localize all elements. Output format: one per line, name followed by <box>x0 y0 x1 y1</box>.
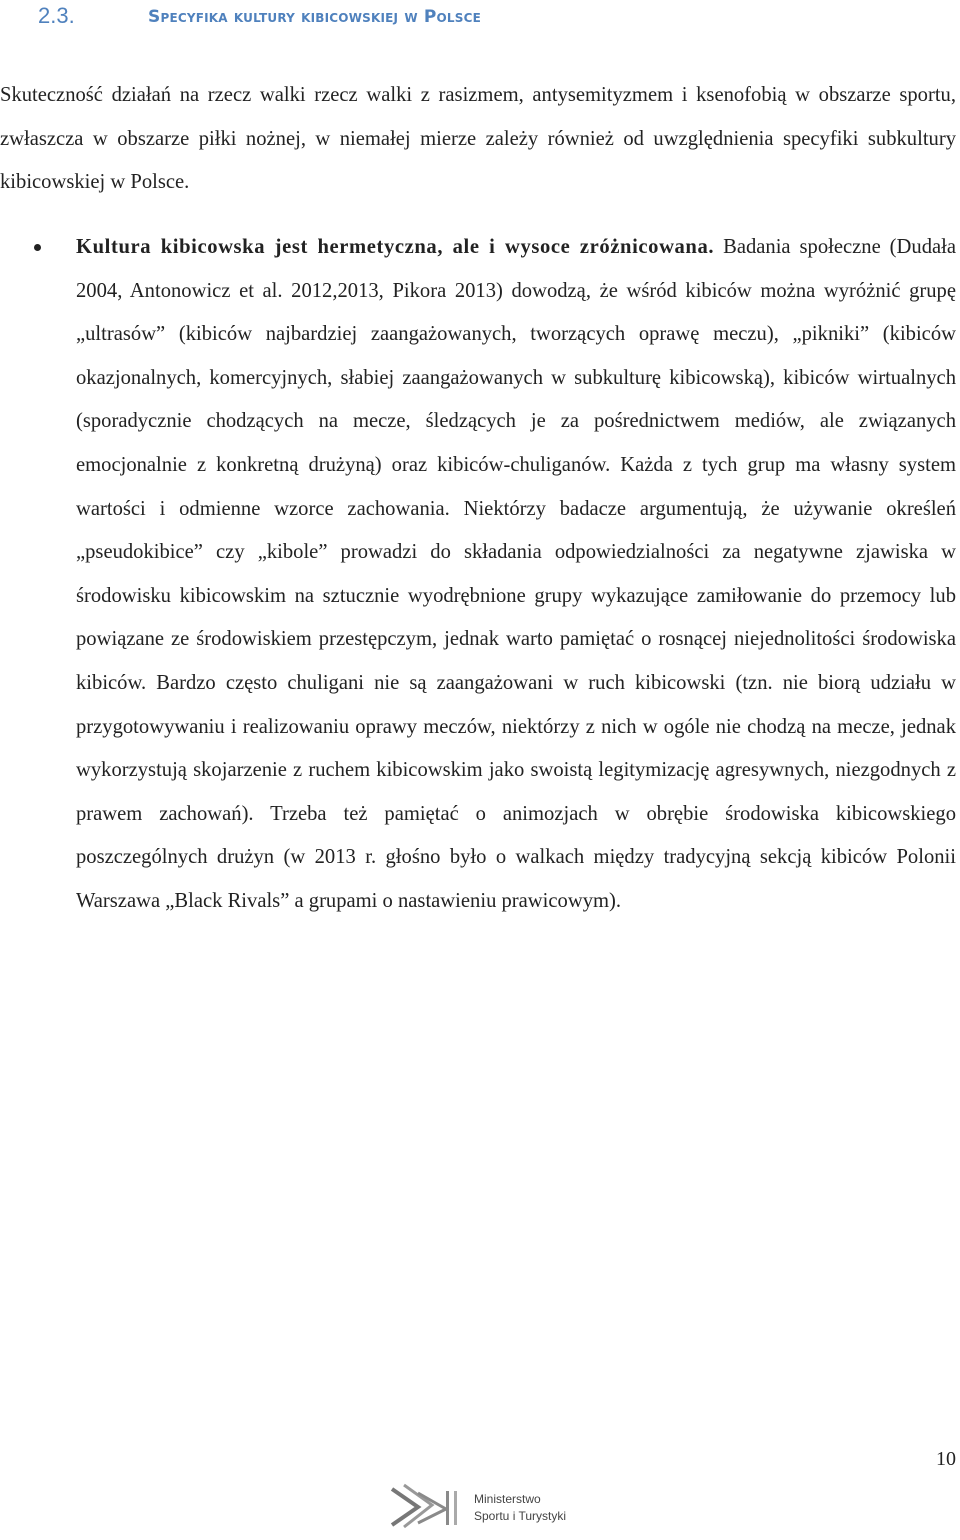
logo-line-2: Sportu i Turystyki <box>474 1509 567 1523</box>
bullet-body-text: Badania społeczne (Dudała 2004, Antonowicz et al. 2012,2013, Pikora 2013) dowodzą, że wśród kibiców można wyróżnić grupę „ultrasów” (kibiców najbardziej zaangażowanych, tworzących oprawę meczu), „pikniki” (kibiców okazjonalnych, komercyjnych, słabiej zaangażowanych w subkulturę kibicowską), kibiców wirtualnych (sporadycznie chodzących na mecze, śledzących je za pośrednictwem mediów, ale związanych emocjonalnie z konkretną drużyną) oraz kibiców-chuliganów. Każda z tych grup ma własny system wartości i odmienne wzorce zachowania. Niektórzy badacze argumentują, że używanie określeń „pseudokibice” czy „kibole” prowadzi do składania odpowiedzialności za negatywne zjawiska w środowisku kibicowskim na sztucznie wyodrębnione grupy wykazujące zamiłowanie do przemocy lub powiązane ze środowiskiem przestępczym, jednak warto pamiętać o rosnącej niejednolitości środowiska kibiców. Bardzo często chuligani nie są zaangażowani w ruch kibicowski (tzn. nie biorą udziału w przygotowywaniu i realizowaniu oprawy meczów, niektórzy z nich w ogóle nie chodzą na mecze, jednak wykorzystują skojarzenie z ruchem kibicowskim jako swoistą legitymizację agresywnych, niezgodnych z prawem zachowań). Trzeba też pamiętać o animozjach w obrębie środowiska kibicowskiego poszczególnych drużyn (w 2013 r. głośno było o walkach między tradycyjną sekcją kibiców Polonii Warszawa „Black Rivals” a grupami o nastawieniu prawicowym). <box>76 236 956 912</box>
ministry-emblem-icon <box>384 1477 470 1535</box>
section-heading <box>38 3 482 29</box>
intro-paragraph: Skuteczność działań na rzecz walki rzecz walki z rasizmem, antysemityzmem i ksenofobią w obszarze sportu, zwłaszcza w obszarze piłki nożnej, w niemałej mierze zależy również od uwzględnienia specyfiki subkultury kibicowskiej w Polsce. <box>0 84 956 193</box>
page-number: 10 <box>936 1448 956 1470</box>
logo-text <box>474 1491 566 1525</box>
section-title: Specyfika kultury kibicowskiej w Polsce <box>148 7 482 27</box>
logo-line-1: Ministerstwo <box>474 1492 541 1506</box>
bullet-icon <box>34 244 41 251</box>
section-number: 2.3. <box>38 3 75 28</box>
bullet-paragraph <box>76 226 956 924</box>
bullet-bold-lead: Kultura kibicowska jest hermetyczna, ale i wysoce zróżnicowana. <box>76 236 715 258</box>
ministry-logo <box>384 1477 644 1537</box>
